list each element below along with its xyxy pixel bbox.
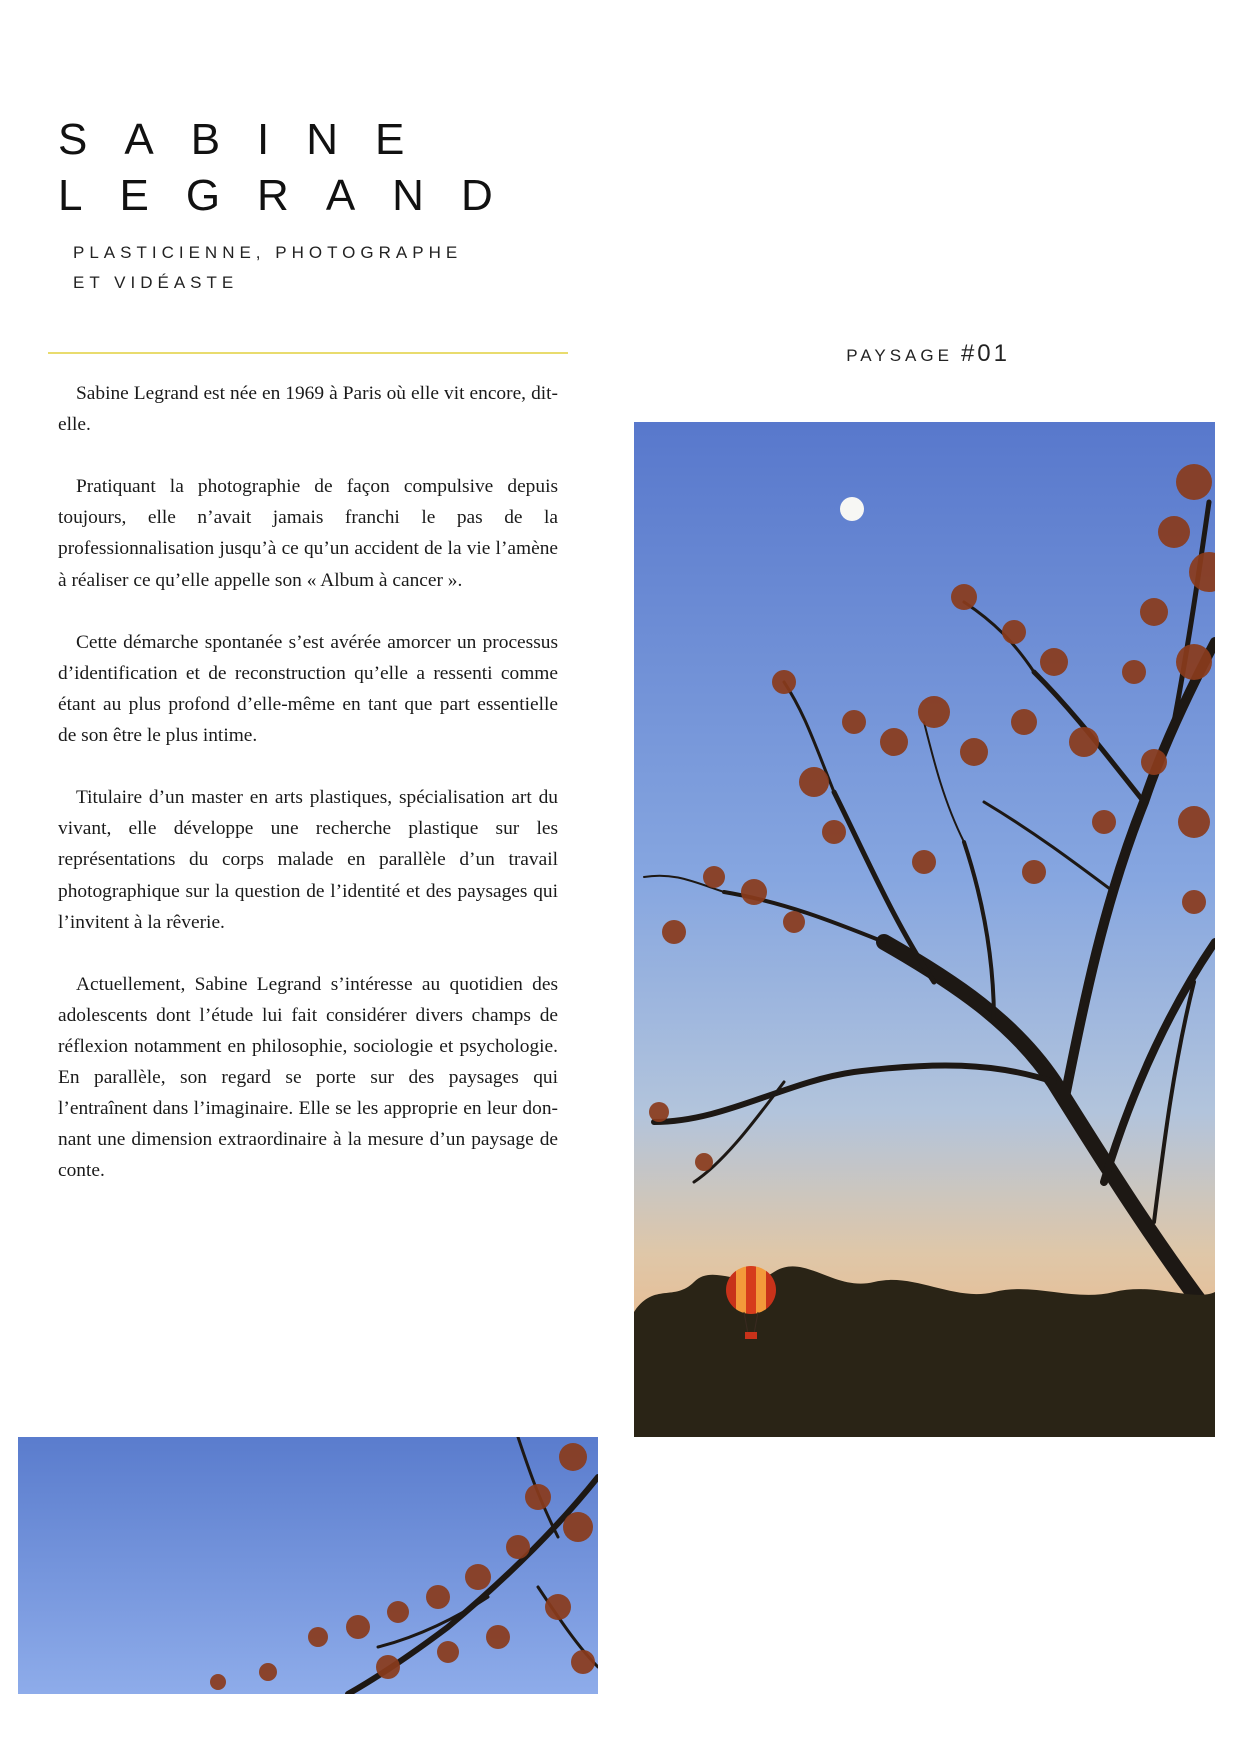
bio-paragraph: Actuellement, Sabine Legrand s’intéresse au quotidien des adolescents dont l’étude lui fait considérer divers champs de réflexion notamment en philosophie, sociologie et psychologie. En parallèle, son regard se porte sur des paysages qui l’entraînent dans l’imaginaire. Elle se les approprie en leur donnant une dimension extraordinaire à la mesure d’un paysage de conte. bbox=[58, 973, 558, 1182]
subtitle-line-2: ET VIDÉASTE bbox=[73, 273, 239, 292]
artist-subtitle bbox=[73, 238, 462, 298]
landscape-photo-bottom bbox=[18, 1437, 598, 1694]
bio-paragraph: Pratiquant la photographie de façon compulsive depuis toujours, elle n’avait jamais franchi le pas de la professionnalisation jusqu’à ce qu’un accident de la vie l’amène à réaliser ce qu’elle appelle son « Album à cancer ». bbox=[58, 476, 558, 591]
bio-paragraph: Titulaire d’un master en arts plastiques, spécialisation art du vivant, elle développe une recherche plastique sur les représentations du corps malade en parallèle d’un travail photographique sur la question de l’identité et des paysages qui l’invitent à la rêverie. bbox=[58, 787, 558, 933]
series-number: #01 bbox=[960, 340, 1010, 367]
bio-paragraph: Cette démarche spontanée s’est avérée amorcer un processus d’identification et de reconstruction qu’elle a ressenti comme étant au plus profond d’elle-même en tant que part essentielle de son être le plus intime. bbox=[58, 631, 558, 747]
series-label: PAYSAGE bbox=[846, 346, 953, 365]
landscape-photo-main bbox=[634, 422, 1215, 1437]
artist-name bbox=[58, 112, 530, 224]
moon bbox=[840, 497, 864, 521]
treeline bbox=[634, 1266, 1215, 1437]
subtitle-line-1: PLASTICIENNE, PHOTOGRAPHE bbox=[73, 243, 463, 262]
artist-first-name: SABINE bbox=[58, 115, 442, 164]
series-caption bbox=[760, 340, 1010, 368]
bio-paragraph: Sabine Legrand est née en 1969 à Paris où elle vit encore, dit-elle. bbox=[58, 383, 558, 436]
yellow-divider bbox=[48, 352, 568, 354]
artist-last-name: LEGRAND bbox=[58, 171, 530, 220]
biography-text bbox=[58, 378, 558, 1218]
